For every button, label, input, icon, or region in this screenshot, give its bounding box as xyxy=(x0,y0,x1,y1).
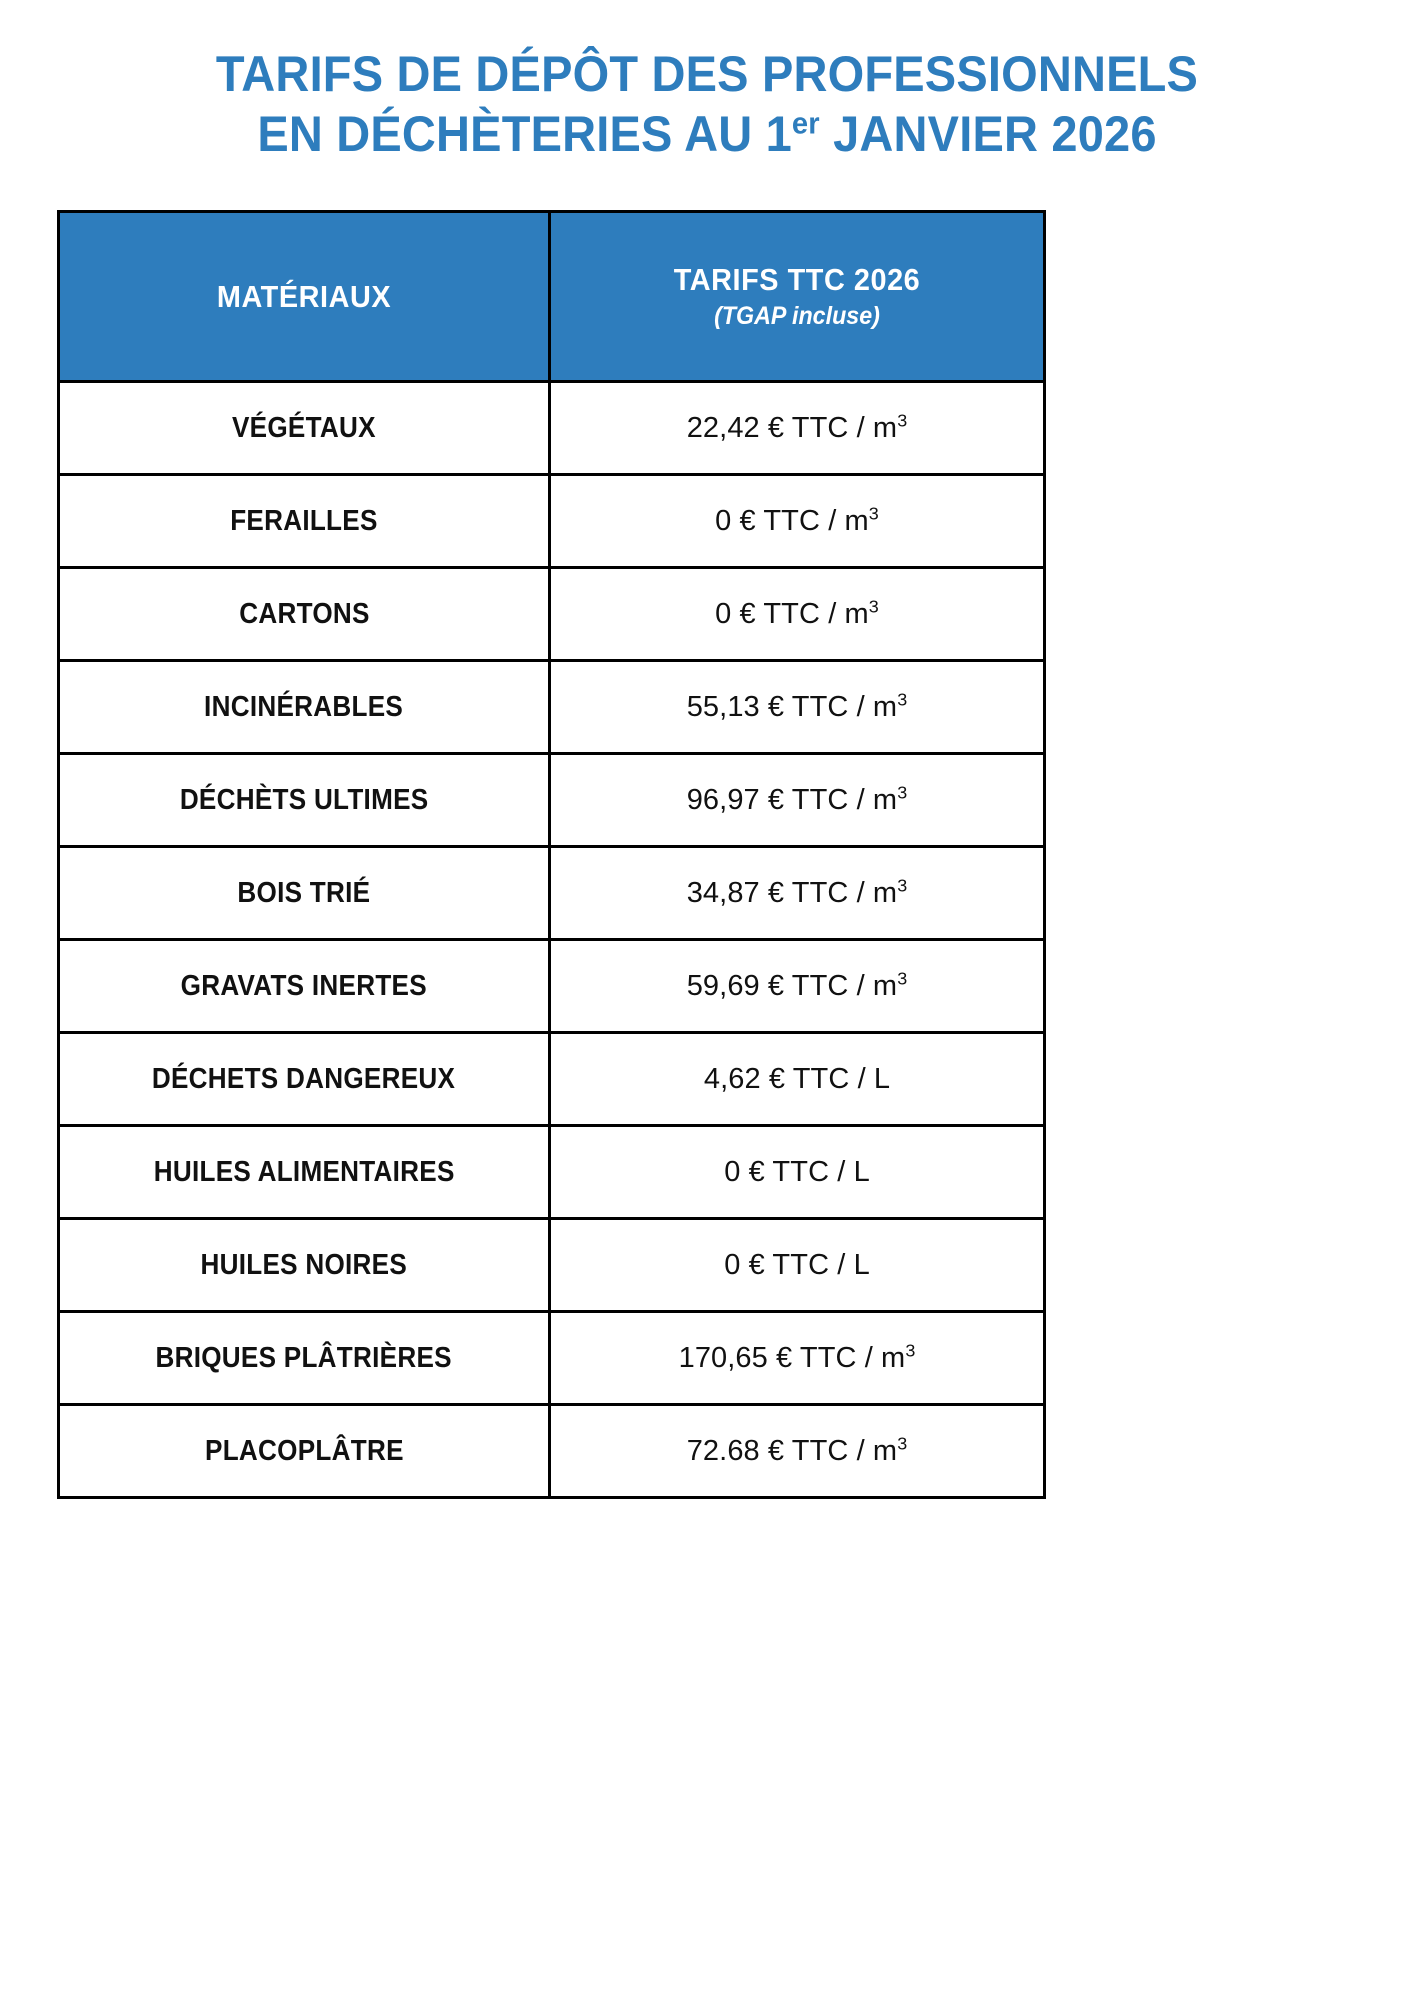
unit-exponent: 3 xyxy=(897,782,908,803)
material-label: DÉCHÈTS ULTIMES xyxy=(179,784,429,816)
table-row xyxy=(59,940,1045,1033)
price-label: 0 € TTC / $m^3$ xyxy=(715,596,879,630)
tariff-table xyxy=(57,210,1046,1499)
page-title-line-1: TARIFS DE DÉPÔT DES PROFESSIONNELS xyxy=(215,46,1199,102)
material-label: CARTONS xyxy=(238,598,370,630)
price-cell xyxy=(550,754,1045,847)
price-label: 72.68 € TTC / $m^3$ xyxy=(686,1433,908,1467)
price-cell xyxy=(550,382,1045,475)
material-cell xyxy=(59,1405,550,1498)
price-cell xyxy=(550,1405,1045,1498)
price-label: 59,69 € TTC / $m^3$ xyxy=(686,968,908,1002)
price-cell xyxy=(550,475,1045,568)
price-label: 0 € TTC / $m^3$ xyxy=(715,503,879,537)
material-label: PLACOPLÂTRE xyxy=(204,1435,404,1467)
material-cell xyxy=(59,1219,550,1312)
price-cell xyxy=(550,940,1045,1033)
ordinal-suffix: er xyxy=(791,105,820,141)
price-cell xyxy=(550,1219,1045,1312)
table-body xyxy=(59,382,1045,1498)
material-label: VÉGÉTAUX xyxy=(232,412,376,444)
column-header-materiaux xyxy=(59,212,550,382)
table-row xyxy=(59,475,1045,568)
table-row xyxy=(59,382,1045,475)
material-label: BRIQUES PLÂTRIÈRES xyxy=(155,1342,453,1374)
unit-exponent: 3 xyxy=(897,968,908,989)
material-cell xyxy=(59,847,550,940)
table-header xyxy=(59,212,1045,382)
price-cell xyxy=(550,847,1045,940)
page-title-line-2-after: JANVIER 2026 xyxy=(819,106,1157,162)
table-row xyxy=(59,1033,1045,1126)
material-label: BOIS TRIÉ xyxy=(237,877,371,909)
unit-exponent: 3 xyxy=(868,503,879,524)
table-row xyxy=(59,754,1045,847)
column-header-materiaux-label: MATÉRIAUX xyxy=(216,278,392,314)
table-row xyxy=(59,661,1045,754)
table-row xyxy=(59,1405,1045,1498)
material-cell xyxy=(59,1126,550,1219)
tariff-table-container xyxy=(57,210,1043,1499)
table-row xyxy=(59,847,1045,940)
page-title-line-2 xyxy=(42,104,1371,164)
price-label: 34,87 € TTC / $m^3$ xyxy=(686,875,908,909)
price-cell xyxy=(550,1126,1045,1219)
price-label: 4,62 € TTC / L xyxy=(703,1063,891,1095)
unit-exponent: 3 xyxy=(897,410,908,431)
table-row xyxy=(59,568,1045,661)
price-label: 170,65 € TTC / $m^3$ xyxy=(678,1340,916,1374)
material-label: FERAILLES xyxy=(230,505,378,537)
table-row xyxy=(59,1126,1045,1219)
material-cell xyxy=(59,1312,550,1405)
unit-exponent: 3 xyxy=(897,875,908,896)
material-cell xyxy=(59,661,550,754)
price-label: 96,97 € TTC / $m^3$ xyxy=(686,782,908,816)
table-header-row xyxy=(59,212,1045,382)
material-cell xyxy=(59,475,550,568)
price-cell xyxy=(550,1033,1045,1126)
page-title-line-2-before: EN DÉCHÈTERIES AU 1 xyxy=(257,106,792,162)
material-cell xyxy=(59,568,550,661)
unit-exponent: 3 xyxy=(868,596,879,617)
price-label: 22,42 € TTC / $m^3$ xyxy=(686,410,908,444)
material-label: HUILES ALIMENTAIRES xyxy=(153,1156,455,1188)
price-cell xyxy=(550,1312,1045,1405)
material-cell xyxy=(59,382,550,475)
material-cell xyxy=(59,1033,550,1126)
column-header-tarifs-sublabel: (TGAP incluse) xyxy=(714,301,880,330)
table-row xyxy=(59,1219,1045,1312)
material-label: GRAVATS INERTES xyxy=(180,970,428,1002)
unit-exponent: 3 xyxy=(897,1433,908,1454)
material-label: HUILES NOIRES xyxy=(200,1249,408,1281)
page-title xyxy=(0,0,1414,164)
column-header-tarifs-label: TARIFS TTC 2026 xyxy=(673,261,921,297)
table-row xyxy=(59,1312,1045,1405)
material-cell xyxy=(59,940,550,1033)
price-label: 0 € TTC / L xyxy=(724,1156,870,1188)
material-label: INCINÉRABLES xyxy=(204,691,404,723)
price-label: 55,13 € TTC / $m^3$ xyxy=(686,689,908,723)
price-label: 0 € TTC / L xyxy=(724,1249,870,1281)
unit-exponent: 3 xyxy=(905,1340,916,1361)
price-cell xyxy=(550,661,1045,754)
unit-exponent: 3 xyxy=(897,689,908,710)
column-header-tarifs xyxy=(550,212,1045,382)
material-cell xyxy=(59,754,550,847)
material-label: DÉCHETS DANGEREUX xyxy=(152,1063,456,1095)
price-cell xyxy=(550,568,1045,661)
